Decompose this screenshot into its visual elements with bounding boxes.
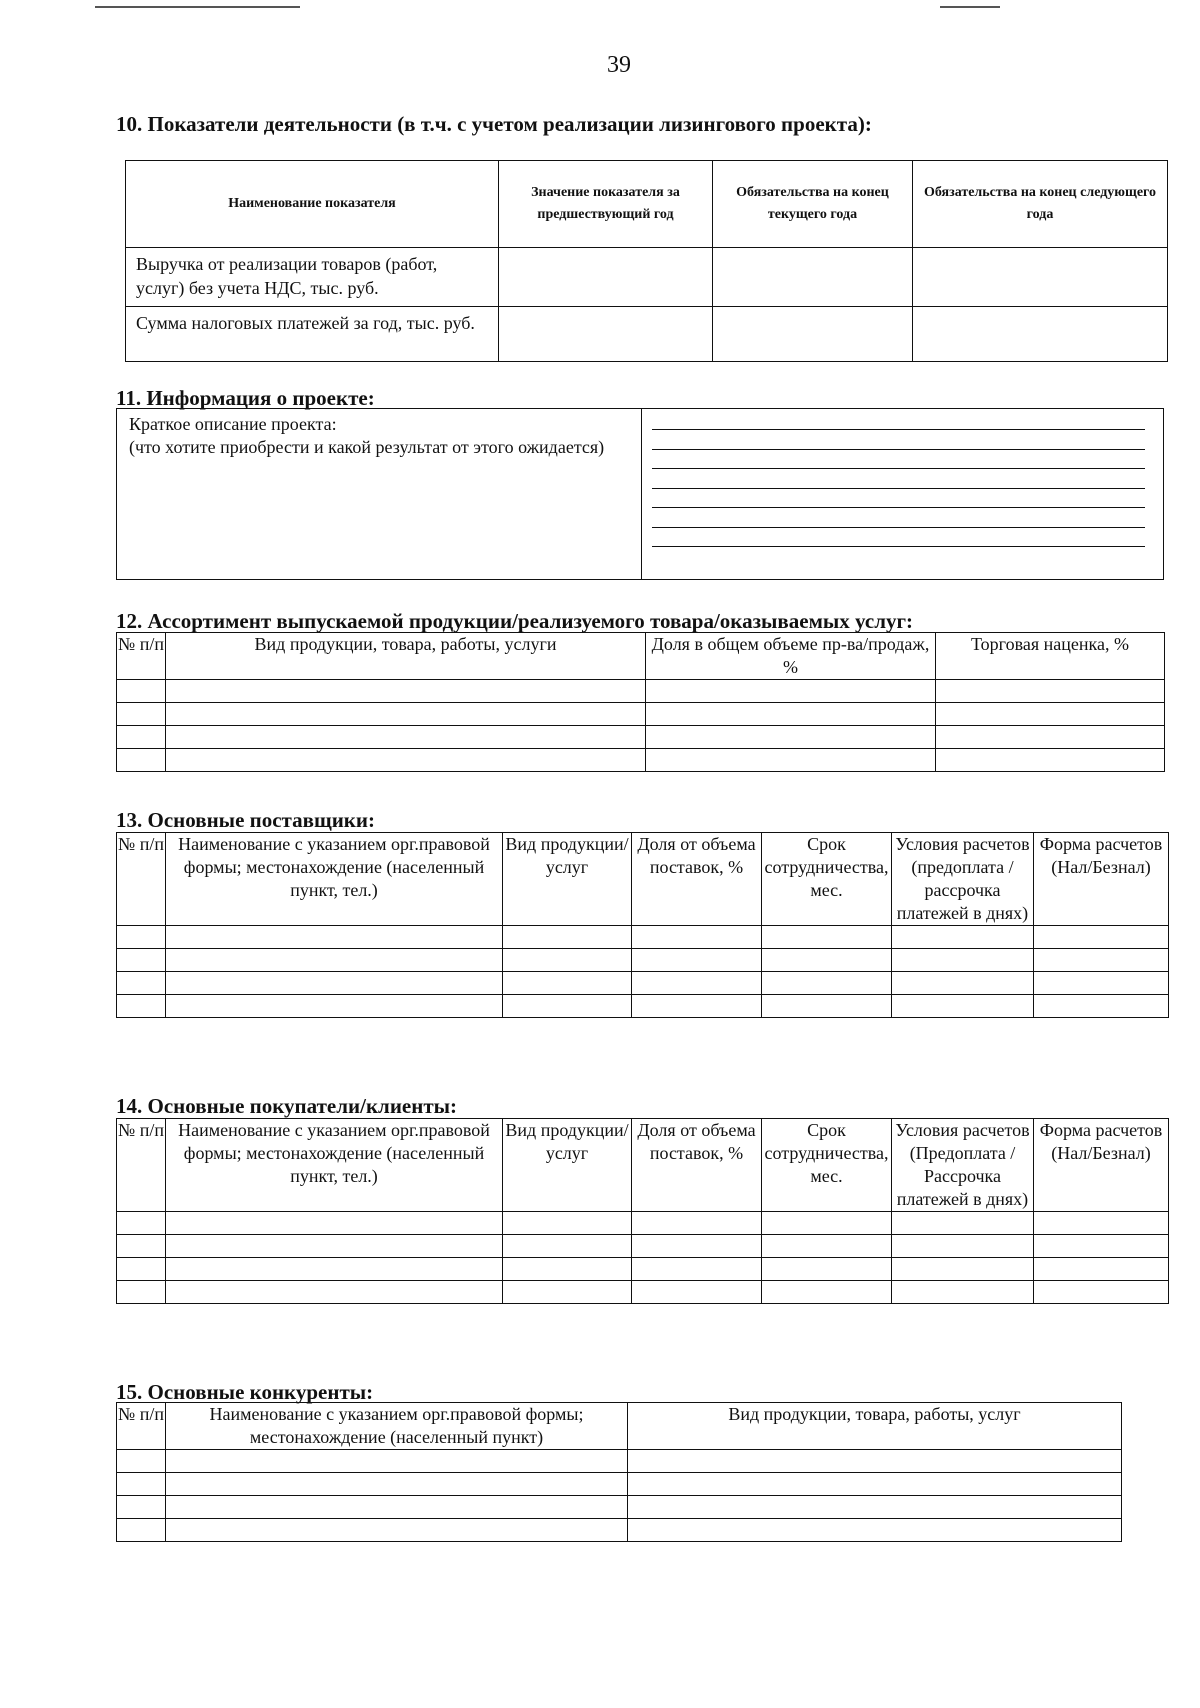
input-cell[interactable]: [499, 248, 713, 307]
input-cell[interactable]: [166, 726, 646, 749]
input-cell[interactable]: [936, 680, 1165, 703]
input-cell[interactable]: [166, 926, 503, 949]
input-cell[interactable]: [166, 1450, 628, 1473]
input-cell[interactable]: [1034, 995, 1169, 1018]
input-cell[interactable]: [117, 949, 166, 972]
header-supplier-name: Наименование с указанием орг.правовой формы; местонахождение (населенный пункт, тел.): [166, 833, 503, 926]
header-payment-form: Форма расчетов (Нал/Безнал): [1034, 1119, 1169, 1212]
input-cell[interactable]: [632, 926, 762, 949]
input-cell[interactable]: [117, 1235, 166, 1258]
input-cell[interactable]: [117, 972, 166, 995]
prompt-line-1: Краткое описание проекта:: [129, 414, 337, 434]
header-customer-name: Наименование с указанием орг.правовой формы; местонахождение (населенный пункт, тел.): [166, 1119, 503, 1212]
section-11-title: 11. Информация о проекте:: [116, 386, 375, 410]
project-description-prompt: [129, 413, 629, 459]
header-number: № п/п: [117, 833, 166, 926]
input-cell[interactable]: [632, 949, 762, 972]
input-cell[interactable]: [166, 1235, 503, 1258]
input-cell[interactable]: [503, 1281, 632, 1304]
input-cell[interactable]: [762, 926, 892, 949]
input-cell[interactable]: [628, 1450, 1122, 1473]
input-cell[interactable]: [503, 949, 632, 972]
input-cell[interactable]: [892, 995, 1034, 1018]
header-previous-year-value: Значение показателя за предшествующий год: [499, 161, 713, 248]
header-product-type: Вид продукции/ услуг: [503, 1119, 632, 1212]
answer-line: [652, 527, 1145, 528]
header-number: № п/п: [117, 1403, 166, 1450]
header-product-type: Вид продукции, товара, работы, услуги: [166, 633, 646, 680]
input-cell[interactable]: [503, 1258, 632, 1281]
input-cell[interactable]: [632, 1281, 762, 1304]
input-cell[interactable]: [892, 949, 1034, 972]
input-cell[interactable]: [117, 1473, 166, 1496]
input-cell[interactable]: [646, 680, 936, 703]
table-header-row: [117, 1119, 1169, 1212]
input-cell[interactable]: [117, 749, 166, 772]
input-cell[interactable]: [632, 972, 762, 995]
input-cell[interactable]: [713, 248, 913, 307]
input-cell[interactable]: [1034, 949, 1169, 972]
input-cell[interactable]: [503, 926, 632, 949]
table-row: [117, 1473, 1122, 1496]
input-cell[interactable]: [503, 1212, 632, 1235]
input-cell[interactable]: [646, 703, 936, 726]
table-row: [117, 1258, 1169, 1281]
input-cell[interactable]: [166, 749, 646, 772]
input-cell[interactable]: [632, 995, 762, 1018]
table-row: [117, 1212, 1169, 1235]
table-row: [126, 307, 1168, 362]
input-cell[interactable]: [762, 1258, 892, 1281]
input-cell[interactable]: [117, 726, 166, 749]
input-cell[interactable]: [936, 703, 1165, 726]
input-cell[interactable]: [762, 1281, 892, 1304]
header-cooperation-term: Срок сотрудничества, мес.: [762, 833, 892, 926]
input-cell[interactable]: [632, 1258, 762, 1281]
header-payment-terms: Условия расчетов (Предоплата / Рассрочка платежей в днях): [892, 1119, 1034, 1212]
input-cell[interactable]: [166, 949, 503, 972]
input-cell[interactable]: [1034, 1281, 1169, 1304]
header-share: Доля в общем объеме пр-ва/продаж, %: [646, 633, 936, 680]
table-header-row: [126, 161, 1168, 248]
input-cell[interactable]: [166, 995, 503, 1018]
table-row: [117, 749, 1165, 772]
table-row: [117, 703, 1165, 726]
row-label-taxes: Сумма налоговых платежей за год, тыс. руб.: [126, 307, 499, 362]
input-cell[interactable]: [117, 926, 166, 949]
input-cell[interactable]: [762, 949, 892, 972]
input-cell[interactable]: [936, 749, 1165, 772]
input-cell[interactable]: [892, 1212, 1034, 1235]
input-cell[interactable]: [166, 1258, 503, 1281]
input-cell[interactable]: [628, 1519, 1122, 1542]
header-markup: Торговая наценка, %: [936, 633, 1165, 680]
input-cell[interactable]: [628, 1496, 1122, 1519]
input-cell[interactable]: [117, 995, 166, 1018]
input-cell[interactable]: [762, 995, 892, 1018]
input-cell[interactable]: [632, 1212, 762, 1235]
scan-artifact-right: [940, 6, 1000, 8]
section-14-title: 14. Основные покупатели/клиенты:: [116, 1094, 458, 1118]
answer-line: [652, 488, 1145, 489]
input-cell[interactable]: [117, 1519, 166, 1542]
input-cell[interactable]: [646, 726, 936, 749]
competitors-table: [116, 1402, 1122, 1542]
input-cell[interactable]: [166, 703, 646, 726]
section-10-title: 10. Показатели деятельности (в т.ч. с учетом реализации лизингового проекта):: [116, 112, 872, 136]
table-row: [117, 1496, 1122, 1519]
table-row: [117, 1235, 1169, 1258]
input-cell[interactable]: [913, 248, 1168, 307]
input-cell[interactable]: [117, 703, 166, 726]
scan-artifact-left: [95, 6, 300, 8]
input-cell[interactable]: [713, 307, 913, 362]
answer-line: [652, 429, 1145, 430]
table-row: [117, 726, 1165, 749]
input-cell[interactable]: [892, 1235, 1034, 1258]
performance-indicators-table: [125, 160, 1168, 362]
section-13-title: 13. Основные поставщики:: [116, 808, 375, 832]
input-cell[interactable]: [166, 1473, 628, 1496]
header-current-year-obligations: Обязательства на конец текущего года: [713, 161, 913, 248]
input-cell[interactable]: [117, 1496, 166, 1519]
header-competitor-name: Наименование с указанием орг.правовой формы; местонахождение (населенный пункт): [166, 1403, 628, 1450]
header-supply-share: Доля от объема поставок, %: [632, 1119, 762, 1212]
header-next-year-obligations: Обязательства на конец следующего года: [913, 161, 1168, 248]
customers-table: [116, 1118, 1169, 1304]
section-12-title: 12. Ассортимент выпускаемой продукции/реализуемого товара/оказываемых услуг:: [116, 609, 914, 633]
input-cell[interactable]: [762, 972, 892, 995]
input-cell[interactable]: [892, 1258, 1034, 1281]
input-cell[interactable]: [1034, 1212, 1169, 1235]
table-header-row: [117, 633, 1165, 680]
section-15-title: 15. Основные конкуренты:: [116, 1380, 374, 1404]
header-cooperation-term: Срок сотрудничества, мес.: [762, 1119, 892, 1212]
input-cell[interactable]: [166, 1212, 503, 1235]
input-cell[interactable]: [166, 1519, 628, 1542]
input-cell[interactable]: [646, 749, 936, 772]
table-row: [117, 949, 1169, 972]
header-number: № п/п: [117, 633, 166, 680]
input-cell[interactable]: [892, 1281, 1034, 1304]
input-cell[interactable]: [117, 680, 166, 703]
header-indicator-name: Наименование показателя: [126, 161, 499, 248]
header-payment-terms: Условия расчетов (предоплата / рассрочка платежей в днях): [892, 833, 1034, 926]
input-cell[interactable]: [117, 1258, 166, 1281]
input-cell[interactable]: [117, 1281, 166, 1304]
input-cell[interactable]: [1034, 1235, 1169, 1258]
input-cell[interactable]: [117, 1450, 166, 1473]
column-divider: [641, 409, 642, 579]
input-cell[interactable]: [628, 1473, 1122, 1496]
table-row: [117, 995, 1169, 1018]
answer-line: [652, 468, 1145, 469]
input-cell[interactable]: [892, 926, 1034, 949]
table-row: [117, 1281, 1169, 1304]
input-cell[interactable]: [1034, 926, 1169, 949]
table-row: [117, 1519, 1122, 1542]
table-row: [117, 972, 1169, 995]
table-row: [117, 1450, 1122, 1473]
input-cell[interactable]: [913, 307, 1168, 362]
suppliers-table: [116, 832, 1169, 1018]
answer-line: [652, 507, 1145, 508]
table-row: [117, 680, 1165, 703]
input-cell[interactable]: [503, 1235, 632, 1258]
input-cell[interactable]: [632, 1235, 762, 1258]
input-cell[interactable]: [892, 972, 1034, 995]
input-cell[interactable]: [166, 680, 646, 703]
header-product-type: Вид продукции/ услуг: [503, 833, 632, 926]
header-number: № п/п: [117, 1119, 166, 1212]
assortment-table: [116, 632, 1165, 772]
header-payment-form: Форма расчетов (Нал/Безнал): [1034, 833, 1169, 926]
input-cell[interactable]: [117, 1212, 166, 1235]
table-header-row: [117, 833, 1169, 926]
project-info-box: [116, 408, 1164, 580]
input-cell[interactable]: [1034, 972, 1169, 995]
input-cell[interactable]: [1034, 1258, 1169, 1281]
input-cell[interactable]: [503, 972, 632, 995]
table-header-row: [117, 1403, 1122, 1450]
page-number: 39: [607, 52, 631, 78]
table-row: [126, 248, 1168, 307]
answer-line: [652, 546, 1145, 547]
row-label-revenue: Выручка от реализации товаров (работ, услуг) без учета НДС, тыс. руб.: [126, 248, 499, 307]
input-cell[interactable]: [166, 1496, 628, 1519]
table-row: [117, 926, 1169, 949]
header-product-type: Вид продукции, товара, работы, услуг: [628, 1403, 1122, 1450]
input-cell[interactable]: [503, 995, 632, 1018]
input-cell[interactable]: [762, 1235, 892, 1258]
input-cell[interactable]: [166, 972, 503, 995]
input-cell[interactable]: [166, 1281, 503, 1304]
input-cell[interactable]: [936, 726, 1165, 749]
header-supply-share: Доля от объема поставок, %: [632, 833, 762, 926]
prompt-line-2: (что хотите приобрести и какой результат от этого ожидается): [129, 437, 605, 457]
input-cell[interactable]: [762, 1212, 892, 1235]
input-cell[interactable]: [499, 307, 713, 362]
answer-line: [652, 449, 1145, 450]
